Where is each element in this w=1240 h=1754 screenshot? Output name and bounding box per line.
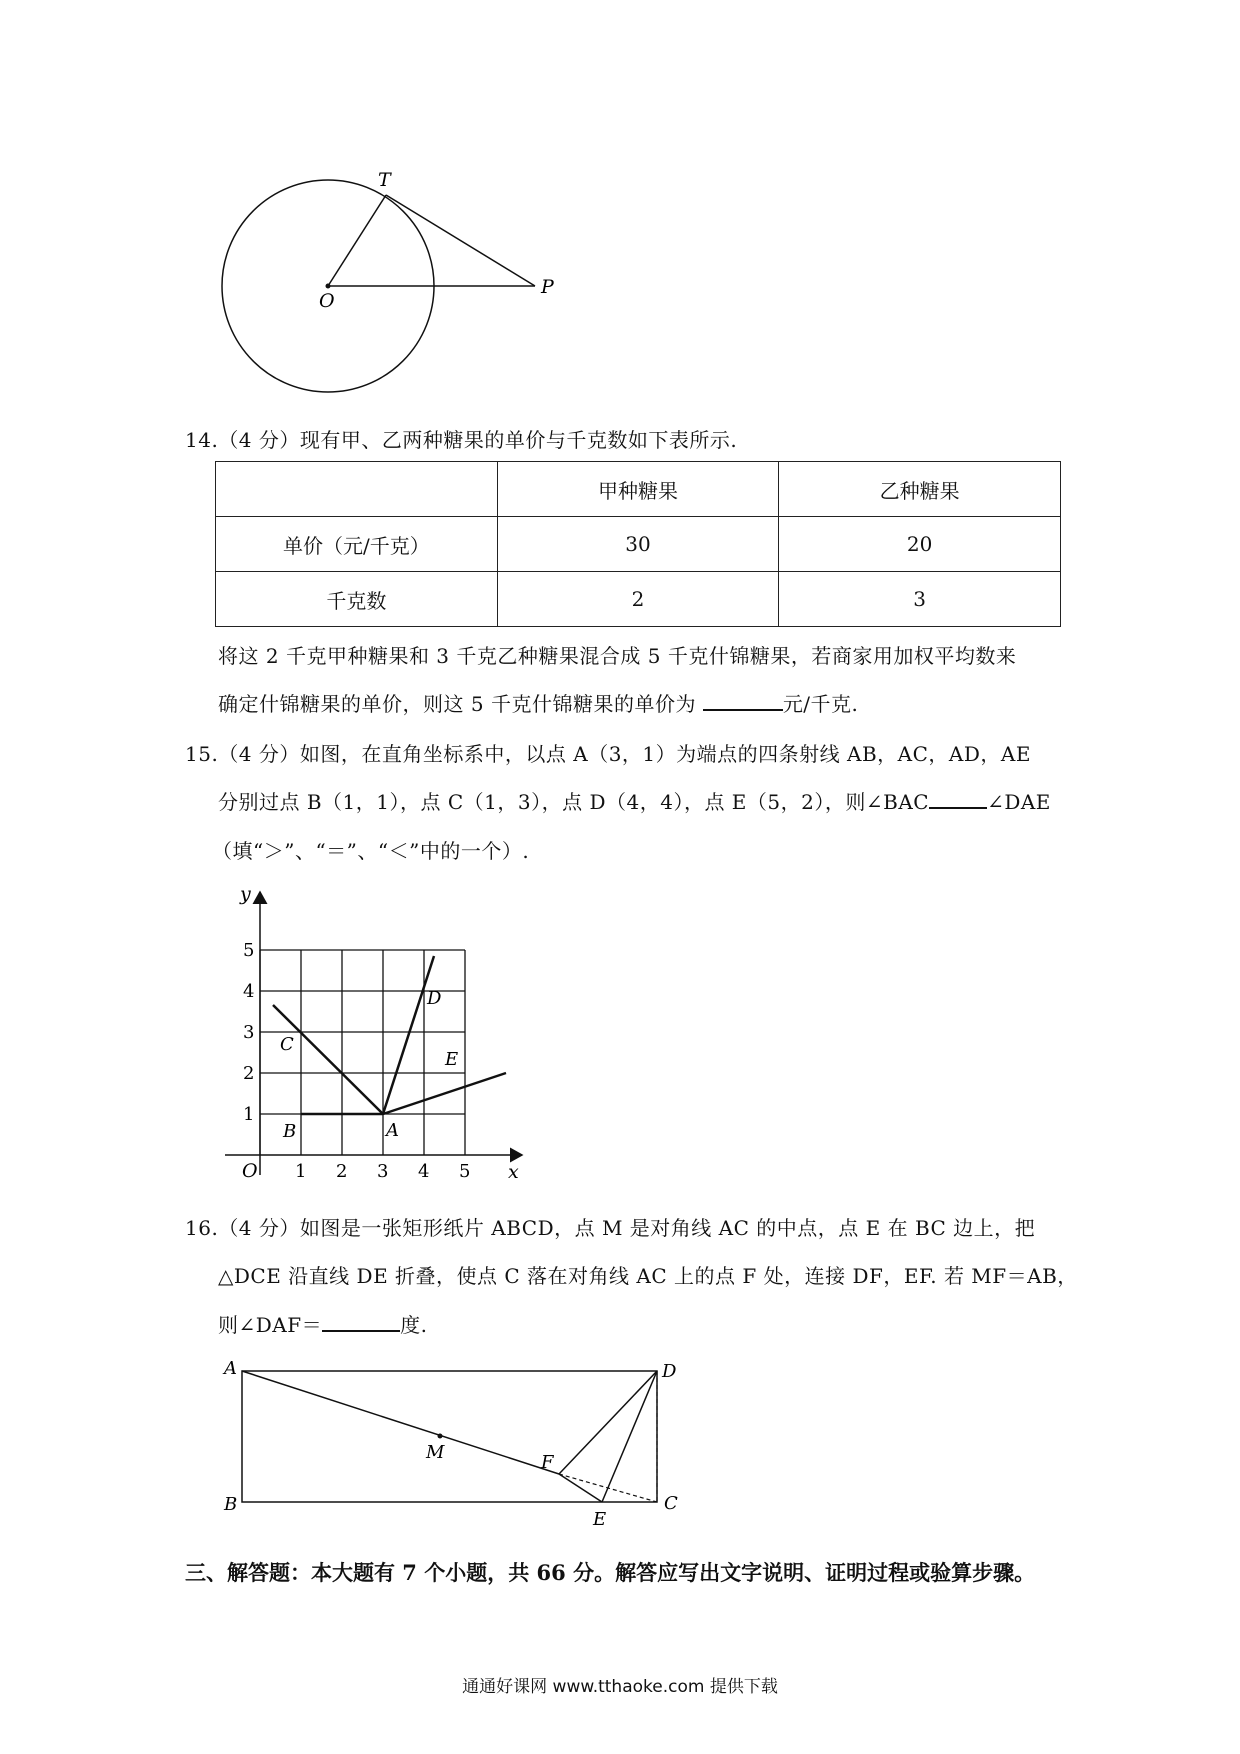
table-cell: 20	[779, 517, 1061, 572]
label-d: D	[662, 1361, 677, 1382]
q15-line1	[185, 738, 1031, 767]
y-axis-label: y	[240, 883, 251, 905]
point-label-c: C	[280, 1034, 294, 1055]
ray-ae	[383, 1073, 506, 1114]
point-label-b: B	[283, 1121, 297, 1142]
q16-line3-post: 度.	[400, 1313, 428, 1337]
center-dot	[326, 284, 331, 289]
origin-label: O	[242, 1160, 258, 1180]
q14-line3-post: 元/千克.	[782, 692, 859, 716]
q16-text: 如图是一张矩形纸片 ABCD，点 M 是对角线 AC 的中点，点 E 在 BC 边上，把	[299, 1216, 1036, 1240]
answer-blank-16[interactable]	[322, 1312, 400, 1332]
y-tick-label: 5	[243, 940, 255, 961]
label-a: A	[224, 1358, 237, 1379]
q14-line3	[218, 688, 858, 717]
segment-df	[559, 1371, 657, 1474]
q15-coordinate-graph	[210, 880, 530, 1180]
segment-de	[602, 1371, 657, 1502]
table-cell	[216, 462, 498, 517]
label-t: T	[378, 169, 391, 191]
x-tick-label: 4	[418, 1161, 430, 1180]
x-tick-label: 3	[377, 1161, 389, 1180]
table-cell: 千克数	[216, 572, 498, 627]
answer-blank-15[interactable]	[929, 789, 987, 809]
q15-score: （4 分）	[218, 742, 300, 766]
x-tick-label: 5	[459, 1161, 471, 1180]
midpoint-m	[438, 1434, 443, 1439]
x-axis-label: x	[508, 1161, 519, 1180]
table-row	[216, 572, 1061, 627]
x-tick-label: 2	[336, 1161, 348, 1180]
q15-line2-pre: 分别过点 B（1，1），点 C（1，3），点 D（4，4），点 E（5，2），则∠BAC	[218, 790, 930, 814]
table-cell: 乙种糖果	[779, 462, 1061, 517]
point-label-e: E	[445, 1049, 459, 1070]
q14-text: 现有甲、乙两种糖果的单价与千克数如下表所示.	[299, 428, 738, 452]
label-m: M	[426, 1442, 445, 1463]
table-row	[216, 517, 1061, 572]
segment-ef	[559, 1474, 602, 1502]
section-3-heading: 三、解答题：本大题有 7 个小题，共 66 分。解答应写出文字说明、证明过程或验算步骤。	[185, 1560, 1036, 1585]
point-label-a: A	[386, 1120, 399, 1141]
y-tick-label: 4	[243, 981, 255, 1002]
q14-line3-pre: 确定什锦糖果的单价，则这 5 千克什锦糖果的单价为	[218, 692, 696, 716]
q16-rectangle-figure	[210, 1350, 680, 1530]
q16-line3	[218, 1309, 427, 1338]
q15-text: 如图，在直角坐标系中，以点 A（3，1）为端点的四条射线 AB，AC，AD，AE	[299, 742, 1031, 766]
table-cell: 2	[497, 572, 779, 627]
q14-question	[185, 424, 737, 453]
label-o: O	[319, 290, 335, 312]
fold-fc-dashed	[559, 1474, 657, 1502]
x-tick-label: 1	[295, 1161, 307, 1180]
q16-line1	[185, 1212, 1035, 1241]
point-label-d: D	[427, 988, 442, 1009]
q14-line2: 将这 2 千克甲种糖果和 3 千克乙种糖果混合成 5 千克什锦糖果，若商家用加权平均数来	[218, 644, 1017, 668]
q16-number: 16.	[185, 1216, 219, 1240]
q15-line3: （填“＞”、“＝”、“＜”中的一个）.	[212, 839, 530, 863]
table-cell: 甲种糖果	[497, 462, 779, 517]
label-c: C	[664, 1493, 678, 1514]
q16-line2: △DCE 沿直线 DE 折叠，使点 C 落在对角线 AC 上的点 F 处，连接 DF，EF. 若 MF＝AB，	[218, 1264, 1078, 1288]
label-f: F	[541, 1452, 554, 1473]
label-b: B	[224, 1494, 238, 1515]
segment-ot	[328, 195, 386, 286]
table-cell: 3	[779, 572, 1061, 627]
y-tick-label: 2	[243, 1063, 255, 1084]
candy-table	[215, 461, 1061, 627]
answer-blank-14[interactable]	[703, 691, 783, 711]
diagonal-ac	[242, 1371, 559, 1474]
q13-circle-figure	[215, 165, 575, 405]
q16-line3-pre: 则∠DAF＝	[218, 1313, 323, 1337]
q16-score: （4 分）	[218, 1216, 300, 1240]
ray-ad	[383, 956, 434, 1114]
ray-ac	[273, 1005, 383, 1114]
q15-line2-post: ∠DAE	[987, 790, 1051, 814]
page-footer: 通通好课网 www.tthaoke.com 提供下载	[462, 1677, 778, 1697]
label-e: E	[593, 1509, 607, 1530]
y-tick-label: 3	[243, 1022, 255, 1043]
table-row	[216, 462, 1061, 517]
table-cell: 30	[497, 517, 779, 572]
q14-number: 14.	[185, 428, 219, 452]
q14-score: （4 分）	[218, 428, 300, 452]
segment-tp	[386, 195, 535, 286]
label-p: P	[541, 276, 554, 298]
table-cell: 单价（元/千克）	[216, 517, 498, 572]
q15-number: 15.	[185, 742, 219, 766]
q15-line2	[218, 786, 1051, 815]
y-tick-label: 1	[243, 1104, 255, 1125]
